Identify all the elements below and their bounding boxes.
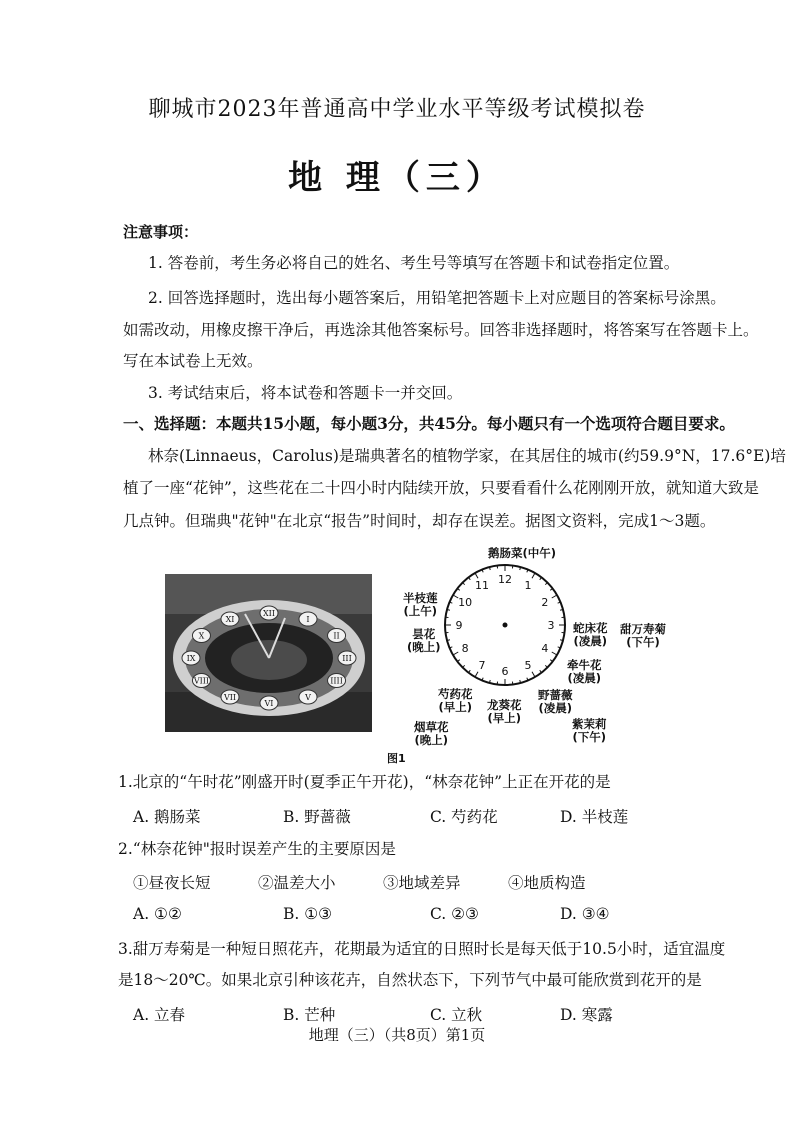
note-item-1: 1. 答卷前，考生务必将自己的姓名、考生号等填写在答题卡和试卷指定位置。 bbox=[148, 254, 680, 272]
clock-number: 6 bbox=[501, 665, 509, 678]
note-item-2-cont: 如需改动，用橡皮擦干净后，再选涂其他答案标号。回答非选择题时，将答案写在答题卡上。 bbox=[123, 321, 759, 339]
q1-option-c: C. 芍药花 bbox=[430, 808, 498, 826]
photo-numeral: XII bbox=[262, 609, 276, 618]
q3-option-d: D. 寒露 bbox=[560, 1006, 613, 1024]
photo-numeral: II bbox=[333, 631, 340, 641]
label-tanhua: 昙花 (晚上) bbox=[407, 627, 441, 654]
q1-stem: 1.北京的“午时花”刚盛开时(夏季正午开花)，“林奈花钟”上正在开花的是 bbox=[118, 773, 611, 791]
note-item-2-end: 写在本试卷上无效。 bbox=[123, 352, 263, 370]
label-qianniuhua: 牵牛花 (凌晨) bbox=[567, 658, 602, 685]
passage-line-2: 植了一座“花钟”，这些花在二十四小时内陆续开放，只要看看什么花刚刚开放，就知道大致是 bbox=[123, 479, 759, 497]
clock-tick bbox=[475, 573, 478, 578]
label-yancaohua: 烟草花 (晚上) bbox=[414, 720, 449, 747]
clock-tick bbox=[475, 672, 478, 677]
q2-stem: 2.“林奈花钟"报时误差产生的主要原因是 bbox=[118, 840, 396, 858]
clock-number: 2 bbox=[541, 596, 549, 609]
passage-line-1: 林奈(Linnaeus，Carolus)是瑞典著名的植物学家，在其居住的城市(约59.9°N，17.6°E)培 bbox=[148, 447, 786, 465]
clock-number: 10 bbox=[458, 596, 473, 609]
clock-number: 9 bbox=[455, 619, 463, 632]
label-banzhilian: 半枝莲 (上午) bbox=[403, 591, 438, 618]
q3-option-b: B. 芒种 bbox=[283, 1006, 336, 1024]
photo-numeral: VIII bbox=[193, 676, 210, 686]
q2-item-1: ①昼夜长短 bbox=[133, 874, 211, 892]
q2-item-2: ②温差大小 bbox=[258, 874, 336, 892]
photo-numeral: IIII bbox=[330, 676, 343, 686]
q3-stem-line-1: 3.甜万寿菊是一种短日照花卉，花期最为适宜的日照时长是每天低于10.5小时，适宜温度 bbox=[118, 940, 726, 958]
passage-line-3: 几点钟。但瑞典"花钟"在北京“报告”时间时，却存在误差。据图文资料，完成1～3题。 bbox=[123, 512, 716, 530]
label-noon: 鹅肠菜(中午) bbox=[488, 546, 557, 560]
clock-tick bbox=[453, 652, 458, 655]
q1-option-d: D. 半枝莲 bbox=[560, 808, 629, 826]
clock-number: 8 bbox=[461, 642, 469, 655]
photo-numeral: VI bbox=[264, 699, 274, 708]
label-zimoli: 紫茉莉 (下午) bbox=[572, 717, 607, 744]
label-shaoyaohua: 芍药花 (早上) bbox=[438, 687, 473, 714]
page-footer: 地理（三）（共8页）第1页 bbox=[308, 1026, 486, 1044]
flower-clock-diagram bbox=[440, 560, 570, 690]
clock-tick bbox=[552, 652, 557, 655]
clock-number: 12 bbox=[498, 573, 512, 586]
clock-tick bbox=[532, 573, 535, 578]
photo-numeral: X bbox=[198, 631, 205, 641]
figure-caption: 图1 bbox=[387, 752, 406, 765]
note-item-3: 3. 考试结束后，将本试卷和答题卡一并交回。 bbox=[148, 384, 463, 402]
q2-item-4: ④地质构造 bbox=[508, 874, 586, 892]
clock-tick bbox=[552, 595, 557, 598]
exam-title: 聊城市2023年普通高中学业水平等级考试模拟卷 bbox=[148, 97, 646, 122]
clock-number: 5 bbox=[524, 658, 532, 672]
photo-numeral: IX bbox=[186, 654, 196, 663]
label-longkuihua: 龙葵花 (早上) bbox=[487, 698, 522, 725]
label-tianwanshouju: 甜万寿菊 (下午) bbox=[620, 622, 666, 649]
q2-option-a: A. ①② bbox=[133, 905, 182, 923]
q2-item-3: ③地域差异 bbox=[383, 874, 461, 892]
clock-number: 11 bbox=[475, 579, 489, 593]
section-heading: 一、选择题：本题共15小题，每小题3分，共45分。每小题只有一个选项符合题目要求。 bbox=[123, 414, 735, 433]
label-shechuanghua: 蛇床花 (凌晨) bbox=[573, 621, 608, 648]
note-item-2: 2. 回答选择题时，选出每小题答案后，用铅笔把答题卡上对应题目的答案标号涂黑。 bbox=[148, 289, 726, 307]
label-yeqiangwei: 野蔷薇 (凌晨) bbox=[538, 688, 573, 715]
q1-option-b: B. 野蔷薇 bbox=[283, 808, 351, 826]
clock-number: 7 bbox=[478, 658, 486, 672]
q3-option-c: C. 立秋 bbox=[430, 1006, 483, 1024]
photo-numeral: V bbox=[305, 692, 311, 702]
q1-option-a: A. 鹅肠菜 bbox=[133, 808, 201, 826]
clock-number: 3 bbox=[547, 619, 555, 632]
photo-numeral: I bbox=[306, 615, 310, 625]
clock-tick bbox=[532, 672, 535, 677]
clock-center bbox=[503, 623, 508, 628]
flower-clock-photo bbox=[165, 574, 372, 732]
photo-numeral: XI bbox=[225, 615, 235, 625]
q2-option-c: C. ②③ bbox=[430, 905, 479, 923]
q3-stem-line-2: 是18～20℃。如果北京引种该花卉，自然状态下，下列节气中最可能欣赏到花开的是 bbox=[118, 971, 702, 989]
photo-numeral: III bbox=[342, 654, 352, 663]
clock-number: 4 bbox=[541, 642, 549, 655]
q2-option-d: D. ③④ bbox=[560, 905, 610, 923]
q3-option-a: A. 立春 bbox=[133, 1006, 186, 1024]
q2-option-b: B. ①③ bbox=[283, 905, 333, 923]
notes-heading: 注意事项： bbox=[123, 223, 199, 241]
subject-title: 地 理（三） bbox=[288, 158, 506, 198]
clock-number: 1 bbox=[524, 579, 532, 593]
photo-numeral: VII bbox=[223, 692, 237, 702]
